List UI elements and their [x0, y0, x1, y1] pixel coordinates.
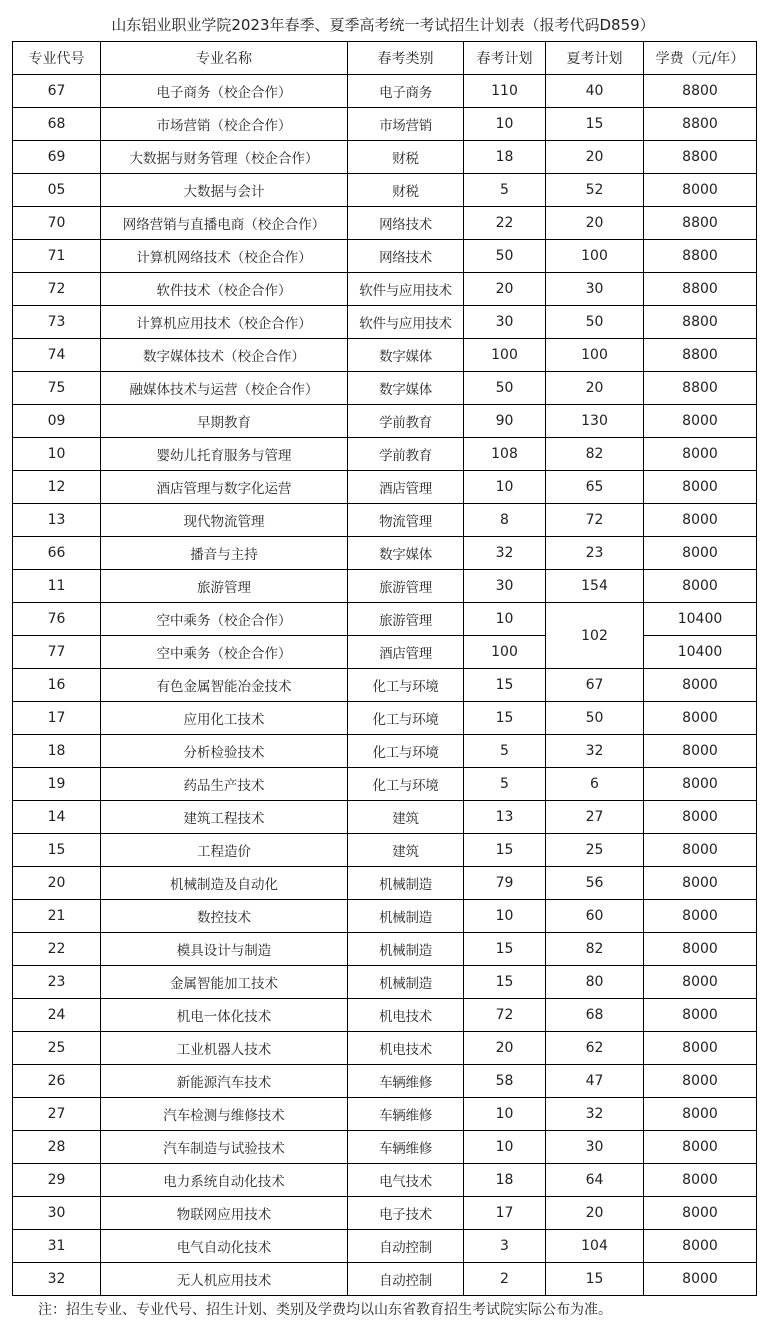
- table-row: [13, 636, 757, 669]
- major-code-cell: 70: [13, 207, 101, 240]
- spring-plan-cell: 10: [464, 108, 546, 141]
- spring-plan-cell: 100: [464, 636, 546, 669]
- tuition-cell: 8800: [644, 108, 757, 141]
- major-code-cell: 73: [13, 306, 101, 339]
- summer-plan-cell: 23: [546, 537, 644, 570]
- tuition-cell: 8000: [644, 933, 757, 966]
- major-name-cell: 电子商务（校企合作）: [101, 75, 348, 108]
- tuition-cell: 8000: [644, 1098, 757, 1131]
- table-row: [13, 306, 757, 339]
- tuition-cell: 8000: [644, 1263, 757, 1296]
- table-row: [13, 339, 757, 372]
- spring-category-cell: 数字媒体: [348, 372, 464, 405]
- header-tuition: 学费（元/年）: [644, 42, 757, 75]
- table-row: [13, 669, 757, 702]
- summer-plan-cell: 130: [546, 405, 644, 438]
- spring-category-cell: 财税: [348, 141, 464, 174]
- spring-category-cell: 建筑: [348, 801, 464, 834]
- spring-category-cell: 数字媒体: [348, 537, 464, 570]
- table-row: [13, 999, 757, 1032]
- table-row: [13, 273, 757, 306]
- table-row: [13, 900, 757, 933]
- tuition-cell: 8800: [644, 207, 757, 240]
- major-code-cell: 30: [13, 1197, 101, 1230]
- table-row: [13, 405, 757, 438]
- major-name-cell: 机电一体化技术: [101, 999, 348, 1032]
- spring-category-cell: 软件与应用技术: [348, 306, 464, 339]
- summer-plan-cell: 15: [546, 108, 644, 141]
- spring-plan-cell: 15: [464, 669, 546, 702]
- major-code-cell: 31: [13, 1230, 101, 1263]
- major-code-cell: 11: [13, 570, 101, 603]
- summer-plan-cell: 62: [546, 1032, 644, 1065]
- table-row: [13, 933, 757, 966]
- tuition-cell: 8000: [644, 1164, 757, 1197]
- major-name-cell: 应用化工技术: [101, 702, 348, 735]
- spring-plan-cell: 18: [464, 141, 546, 174]
- spring-category-cell: 数字媒体: [348, 339, 464, 372]
- tuition-cell: 8000: [644, 900, 757, 933]
- spring-plan-cell: 20: [464, 273, 546, 306]
- table-row: [13, 702, 757, 735]
- spring-plan-cell: 90: [464, 405, 546, 438]
- table-row: [13, 1164, 757, 1197]
- table-row: [13, 504, 757, 537]
- table-row: [13, 834, 757, 867]
- spring-category-cell: 网络技术: [348, 240, 464, 273]
- spring-plan-cell: 17: [464, 1197, 546, 1230]
- spring-plan-cell: 15: [464, 834, 546, 867]
- summer-plan-cell: 65: [546, 471, 644, 504]
- spring-plan-cell: 10: [464, 471, 546, 504]
- major-code-cell: 25: [13, 1032, 101, 1065]
- spring-category-cell: 自动控制: [348, 1263, 464, 1296]
- major-name-cell: 药品生产技术: [101, 768, 348, 801]
- spring-category-cell: 旅游管理: [348, 570, 464, 603]
- major-name-cell: 融媒体技术与运营（校企合作）: [101, 372, 348, 405]
- summer-plan-cell: 154: [546, 570, 644, 603]
- major-code-cell: 17: [13, 702, 101, 735]
- tuition-cell: 8800: [644, 273, 757, 306]
- major-code-cell: 66: [13, 537, 101, 570]
- table-row: [13, 537, 757, 570]
- spring-category-cell: 化工与环境: [348, 702, 464, 735]
- summer-plan-cell: 64: [546, 1164, 644, 1197]
- summer-plan-cell: 27: [546, 801, 644, 834]
- summer-plan-cell: 80: [546, 966, 644, 999]
- table-row: [13, 207, 757, 240]
- table-row: [13, 735, 757, 768]
- tuition-cell: 8000: [644, 669, 757, 702]
- table-row: [13, 1065, 757, 1098]
- tuition-cell: 8000: [644, 1032, 757, 1065]
- major-code-cell: 23: [13, 966, 101, 999]
- summer-plan-cell: 68: [546, 999, 644, 1032]
- major-code-cell: 27: [13, 1098, 101, 1131]
- spring-category-cell: 机电技术: [348, 999, 464, 1032]
- major-name-cell: 计算机网络技术（校企合作）: [101, 240, 348, 273]
- major-code-cell: 05: [13, 174, 101, 207]
- table-row: [13, 801, 757, 834]
- major-code-cell: 68: [13, 108, 101, 141]
- major-code-cell: 24: [13, 999, 101, 1032]
- major-name-cell: 无人机应用技术: [101, 1263, 348, 1296]
- spring-category-cell: 化工与环境: [348, 768, 464, 801]
- table-row: [13, 438, 757, 471]
- table-header-row: [13, 42, 757, 75]
- spring-plan-cell: 22: [464, 207, 546, 240]
- summer-plan-cell: 82: [546, 933, 644, 966]
- spring-plan-cell: 79: [464, 867, 546, 900]
- table-row: [13, 768, 757, 801]
- summer-plan-cell: 47: [546, 1065, 644, 1098]
- tuition-cell: 8000: [644, 735, 757, 768]
- tuition-cell: 8000: [644, 999, 757, 1032]
- major-name-cell: 空中乘务（校企合作）: [101, 603, 348, 636]
- tuition-cell: 8000: [644, 504, 757, 537]
- major-code-cell: 20: [13, 867, 101, 900]
- spring-plan-cell: 50: [464, 372, 546, 405]
- major-code-cell: 14: [13, 801, 101, 834]
- major-name-cell: 酒店管理与数字化运营: [101, 471, 348, 504]
- table-row: [13, 141, 757, 174]
- table-row: [13, 174, 757, 207]
- spring-category-cell: 电子商务: [348, 75, 464, 108]
- header-spring-category: 春考类别: [348, 42, 464, 75]
- tuition-cell: 8800: [644, 75, 757, 108]
- summer-plan-cell: 50: [546, 306, 644, 339]
- major-code-cell: 72: [13, 273, 101, 306]
- spring-category-cell: 车辆维修: [348, 1065, 464, 1098]
- header-major-name: 专业名称: [101, 42, 348, 75]
- major-name-cell: 现代物流管理: [101, 504, 348, 537]
- tuition-cell: 8000: [644, 471, 757, 504]
- summer-plan-cell: 100: [546, 240, 644, 273]
- major-name-cell: 播音与主持: [101, 537, 348, 570]
- spring-category-cell: 电气技术: [348, 1164, 464, 1197]
- spring-plan-cell: 5: [464, 174, 546, 207]
- major-code-cell: 19: [13, 768, 101, 801]
- major-code-cell: 29: [13, 1164, 101, 1197]
- major-name-cell: 数控技术: [101, 900, 348, 933]
- spring-plan-cell: 50: [464, 240, 546, 273]
- header-summer-plan: 夏考计划: [546, 42, 644, 75]
- major-name-cell: 分析检验技术: [101, 735, 348, 768]
- header-major-code: 专业代号: [13, 42, 101, 75]
- major-code-cell: 69: [13, 141, 101, 174]
- summer-plan-cell: 52: [546, 174, 644, 207]
- tuition-cell: 8000: [644, 570, 757, 603]
- tuition-cell: 8000: [644, 405, 757, 438]
- tuition-cell: 8000: [644, 537, 757, 570]
- summer-plan-cell: 102: [546, 603, 644, 669]
- major-code-cell: 13: [13, 504, 101, 537]
- footnote: 注：招生专业、专业代号、招生计划、类别及学费均以山东省教育招生考试院实际公布为准。: [38, 1302, 612, 1318]
- summer-plan-cell: 104: [546, 1230, 644, 1263]
- tuition-cell: 8000: [644, 174, 757, 207]
- major-code-cell: 26: [13, 1065, 101, 1098]
- enrollment-plan-table: [12, 41, 757, 1296]
- major-code-cell: 12: [13, 471, 101, 504]
- spring-plan-cell: 10: [464, 1131, 546, 1164]
- spring-category-cell: 物流管理: [348, 504, 464, 537]
- spring-plan-cell: 15: [464, 702, 546, 735]
- spring-plan-cell: 15: [464, 933, 546, 966]
- spring-category-cell: 机械制造: [348, 900, 464, 933]
- summer-plan-cell: 100: [546, 339, 644, 372]
- spring-category-cell: 车辆维修: [348, 1098, 464, 1131]
- major-name-cell: 大数据与会计: [101, 174, 348, 207]
- table-row: [13, 1098, 757, 1131]
- tuition-cell: 10400: [644, 636, 757, 669]
- major-code-cell: 16: [13, 669, 101, 702]
- tuition-cell: 8000: [644, 1197, 757, 1230]
- spring-category-cell: 学前教育: [348, 438, 464, 471]
- summer-plan-cell: 40: [546, 75, 644, 108]
- major-code-cell: 15: [13, 834, 101, 867]
- major-name-cell: 建筑工程技术: [101, 801, 348, 834]
- summer-plan-cell: 30: [546, 1131, 644, 1164]
- major-name-cell: 电气自动化技术: [101, 1230, 348, 1263]
- major-code-cell: 67: [13, 75, 101, 108]
- tuition-cell: 10400: [644, 603, 757, 636]
- major-name-cell: 新能源汽车技术: [101, 1065, 348, 1098]
- major-name-cell: 空中乘务（校企合作）: [101, 636, 348, 669]
- major-name-cell: 金属智能加工技术: [101, 966, 348, 999]
- summer-plan-cell: 6: [546, 768, 644, 801]
- major-code-cell: 18: [13, 735, 101, 768]
- summer-plan-cell: 20: [546, 141, 644, 174]
- tuition-cell: 8000: [644, 1131, 757, 1164]
- spring-plan-cell: 20: [464, 1032, 546, 1065]
- spring-plan-cell: 10: [464, 1098, 546, 1131]
- spring-plan-cell: 3: [464, 1230, 546, 1263]
- spring-plan-cell: 72: [464, 999, 546, 1032]
- spring-category-cell: 市场营销: [348, 108, 464, 141]
- table-body: [13, 75, 757, 1296]
- tuition-cell: 8800: [644, 141, 757, 174]
- summer-plan-cell: 67: [546, 669, 644, 702]
- spring-plan-cell: 108: [464, 438, 546, 471]
- summer-plan-cell: 20: [546, 372, 644, 405]
- spring-plan-cell: 8: [464, 504, 546, 537]
- major-code-cell: 28: [13, 1131, 101, 1164]
- table-row: [13, 372, 757, 405]
- summer-plan-cell: 30: [546, 273, 644, 306]
- major-code-cell: 74: [13, 339, 101, 372]
- spring-plan-cell: 32: [464, 537, 546, 570]
- spring-plan-cell: 15: [464, 966, 546, 999]
- tuition-cell: 8000: [644, 867, 757, 900]
- spring-plan-cell: 18: [464, 1164, 546, 1197]
- major-name-cell: 工业机器人技术: [101, 1032, 348, 1065]
- tuition-cell: 8000: [644, 768, 757, 801]
- spring-plan-cell: 110: [464, 75, 546, 108]
- major-name-cell: 工程造价: [101, 834, 348, 867]
- major-name-cell: 网络营销与直播电商（校企合作）: [101, 207, 348, 240]
- spring-category-cell: 化工与环境: [348, 669, 464, 702]
- spring-plan-cell: 30: [464, 570, 546, 603]
- tuition-cell: 8800: [644, 240, 757, 273]
- spring-category-cell: 软件与应用技术: [348, 273, 464, 306]
- table-row: [13, 570, 757, 603]
- major-name-cell: 市场营销（校企合作）: [101, 108, 348, 141]
- spring-category-cell: 电子技术: [348, 1197, 464, 1230]
- summer-plan-cell: 25: [546, 834, 644, 867]
- spring-category-cell: 建筑: [348, 834, 464, 867]
- header-spring-plan: 春考计划: [464, 42, 546, 75]
- tuition-cell: 8000: [644, 1065, 757, 1098]
- tuition-cell: 8000: [644, 834, 757, 867]
- spring-category-cell: 机电技术: [348, 1032, 464, 1065]
- spring-plan-cell: 30: [464, 306, 546, 339]
- spring-category-cell: 酒店管理: [348, 471, 464, 504]
- major-name-cell: 有色金属智能冶金技术: [101, 669, 348, 702]
- tuition-cell: 8000: [644, 801, 757, 834]
- summer-plan-cell: 15: [546, 1263, 644, 1296]
- spring-category-cell: 自动控制: [348, 1230, 464, 1263]
- summer-plan-cell: 56: [546, 867, 644, 900]
- spring-category-cell: 机械制造: [348, 867, 464, 900]
- major-name-cell: 电力系统自动化技术: [101, 1164, 348, 1197]
- tuition-cell: 8000: [644, 438, 757, 471]
- major-name-cell: 汽车制造与试验技术: [101, 1131, 348, 1164]
- major-name-cell: 汽车检测与维修技术: [101, 1098, 348, 1131]
- major-name-cell: 大数据与财务管理（校企合作）: [101, 141, 348, 174]
- page-title: 山东铝业职业学院2023年春季、夏季高考统一考试招生计划表（报考代码D859）: [111, 16, 655, 34]
- table-row: [13, 1131, 757, 1164]
- major-name-cell: 婴幼儿托育服务与管理: [101, 438, 348, 471]
- spring-category-cell: 机械制造: [348, 966, 464, 999]
- table-row: [13, 108, 757, 141]
- tuition-cell: 8000: [644, 702, 757, 735]
- major-code-cell: 10: [13, 438, 101, 471]
- spring-plan-cell: 5: [464, 735, 546, 768]
- summer-plan-cell: 20: [546, 207, 644, 240]
- spring-plan-cell: 58: [464, 1065, 546, 1098]
- major-code-cell: 32: [13, 1263, 101, 1296]
- spring-category-cell: 机械制造: [348, 933, 464, 966]
- summer-plan-cell: 32: [546, 735, 644, 768]
- table-row: [13, 1197, 757, 1230]
- table-row: [13, 75, 757, 108]
- spring-plan-cell: 13: [464, 801, 546, 834]
- summer-plan-cell: 32: [546, 1098, 644, 1131]
- major-name-cell: 物联网应用技术: [101, 1197, 348, 1230]
- major-code-cell: 75: [13, 372, 101, 405]
- spring-category-cell: 学前教育: [348, 405, 464, 438]
- major-code-cell: 09: [13, 405, 101, 438]
- tuition-cell: 8800: [644, 339, 757, 372]
- spring-category-cell: 旅游管理: [348, 603, 464, 636]
- table-row: [13, 1032, 757, 1065]
- table-row: [13, 966, 757, 999]
- spring-category-cell: 酒店管理: [348, 636, 464, 669]
- major-name-cell: 机械制造及自动化: [101, 867, 348, 900]
- major-name-cell: 计算机应用技术（校企合作）: [101, 306, 348, 339]
- table-row: [13, 240, 757, 273]
- table-row: [13, 867, 757, 900]
- spring-plan-cell: 5: [464, 768, 546, 801]
- table-row: [13, 1230, 757, 1263]
- major-name-cell: 软件技术（校企合作）: [101, 273, 348, 306]
- summer-plan-cell: 72: [546, 504, 644, 537]
- tuition-cell: 8000: [644, 966, 757, 999]
- summer-plan-cell: 60: [546, 900, 644, 933]
- table-row: [13, 1263, 757, 1296]
- tuition-cell: 8000: [644, 1230, 757, 1263]
- spring-category-cell: 网络技术: [348, 207, 464, 240]
- summer-plan-cell: 82: [546, 438, 644, 471]
- summer-plan-cell: 50: [546, 702, 644, 735]
- major-code-cell: 77: [13, 636, 101, 669]
- spring-plan-cell: 2: [464, 1263, 546, 1296]
- spring-category-cell: 车辆维修: [348, 1131, 464, 1164]
- summer-plan-cell: 20: [546, 1197, 644, 1230]
- major-name-cell: 旅游管理: [101, 570, 348, 603]
- tuition-cell: 8800: [644, 306, 757, 339]
- spring-plan-cell: 10: [464, 603, 546, 636]
- table-row: [13, 471, 757, 504]
- spring-category-cell: 财税: [348, 174, 464, 207]
- major-code-cell: 22: [13, 933, 101, 966]
- table-row: [13, 603, 757, 636]
- major-name-cell: 早期教育: [101, 405, 348, 438]
- spring-plan-cell: 100: [464, 339, 546, 372]
- tuition-cell: 8800: [644, 372, 757, 405]
- spring-plan-cell: 10: [464, 900, 546, 933]
- major-code-cell: 21: [13, 900, 101, 933]
- major-code-cell: 76: [13, 603, 101, 636]
- major-code-cell: 71: [13, 240, 101, 273]
- spring-category-cell: 化工与环境: [348, 735, 464, 768]
- major-name-cell: 数字媒体技术（校企合作）: [101, 339, 348, 372]
- major-name-cell: 模具设计与制造: [101, 933, 348, 966]
